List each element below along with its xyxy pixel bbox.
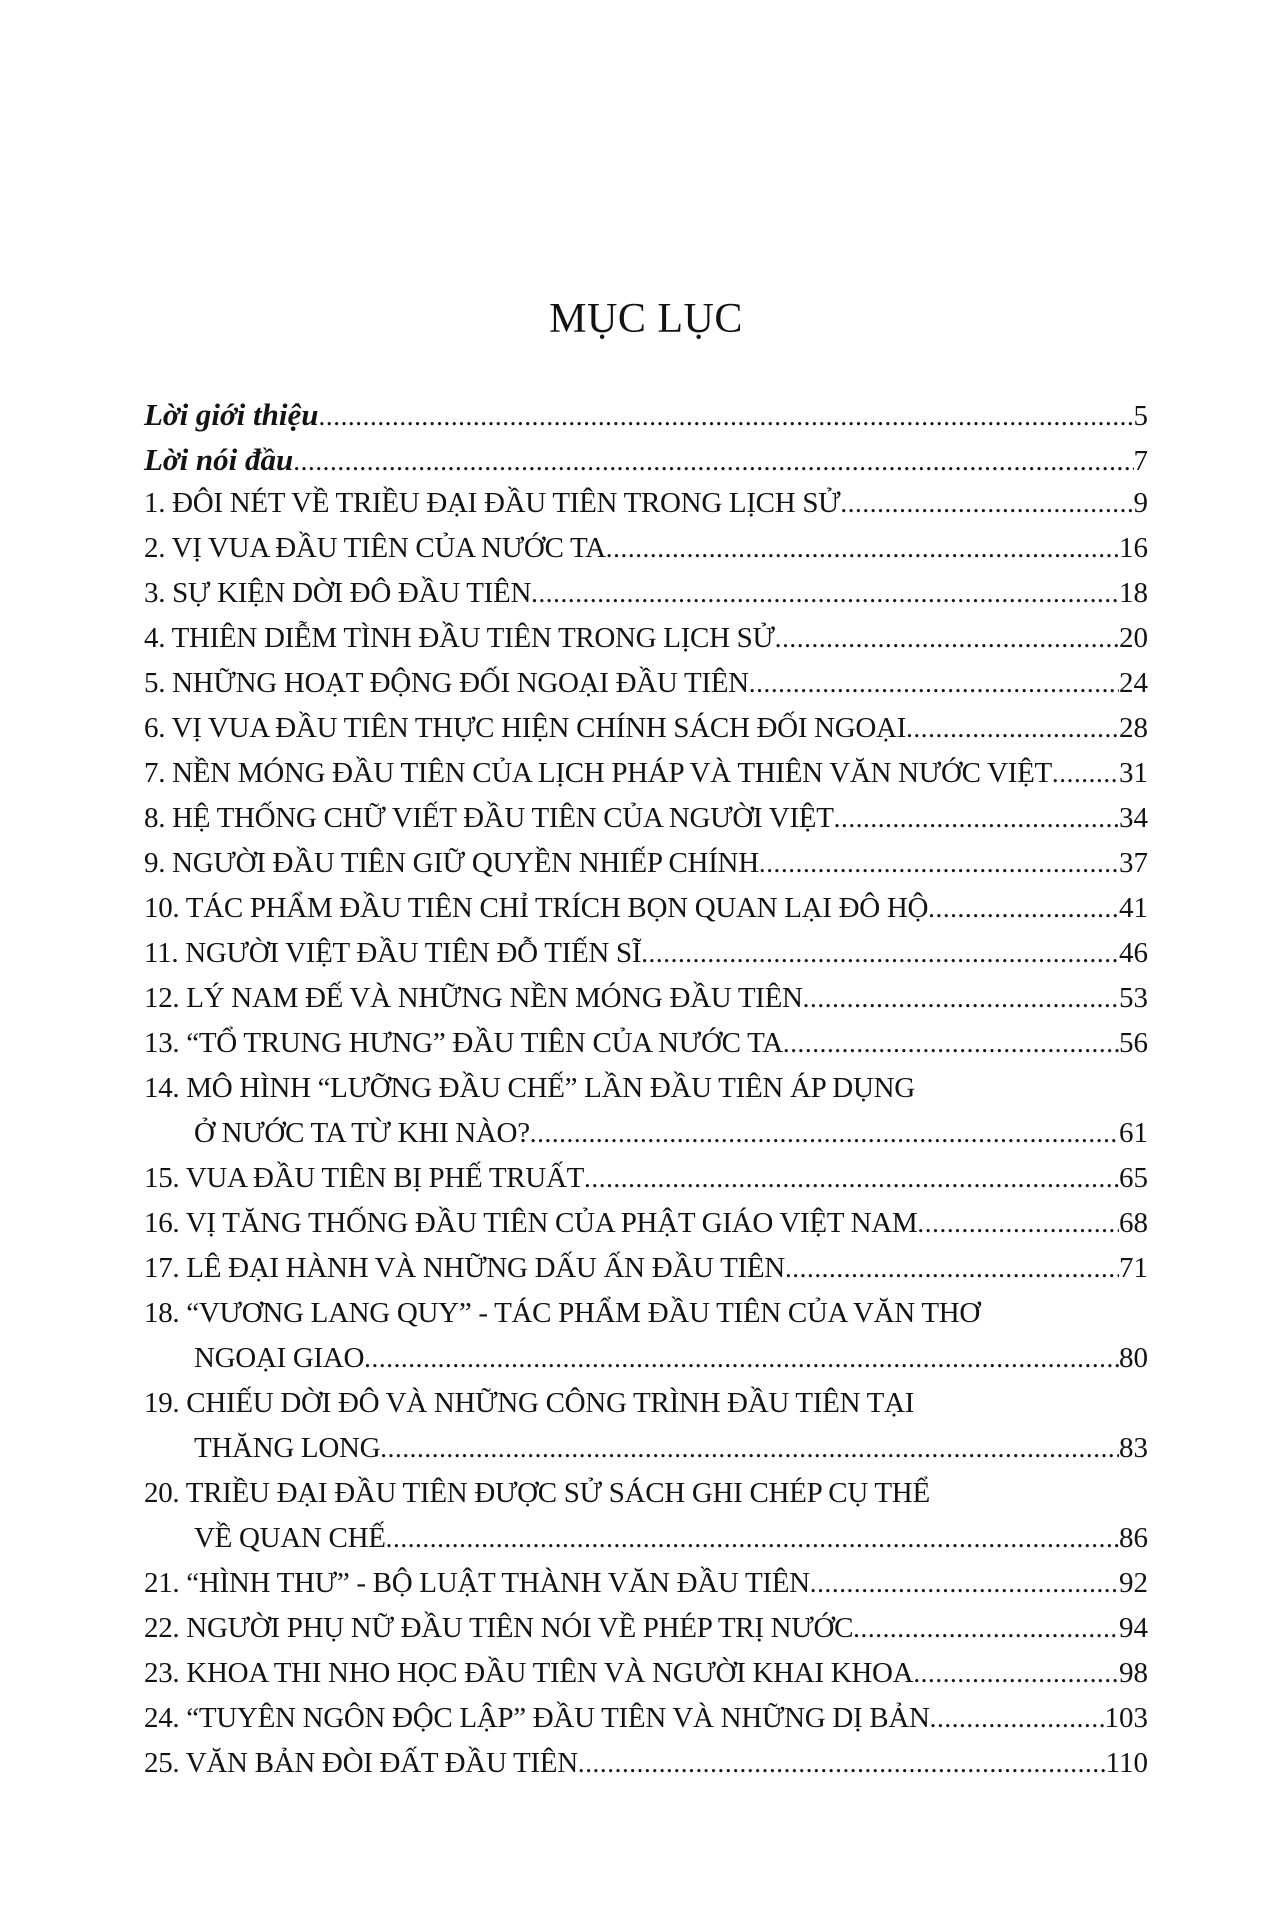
toc-row [144, 1162, 1148, 1207]
toc-row [144, 1567, 1148, 1612]
page-number: 56 [1119, 1027, 1148, 1059]
toc-front-matter-row [144, 442, 1148, 487]
page-number: 68 [1119, 1207, 1148, 1239]
page-number: 18 [1119, 577, 1148, 609]
toc-row [144, 1297, 1148, 1342]
toc-row [144, 622, 1148, 667]
page-number: 5 [1133, 400, 1148, 432]
toc-entry-label: 20. TRIỀU ĐẠI ĐẦU TIÊN ĐƯỢC SỬ SÁCH GHI CHÉP CỤ THỂ [144, 1477, 930, 1509]
toc-entry-label: 9. NGƯỜI ĐẦU TIÊN GIỮ QUYỀN NHIẾP CHÍNH [144, 847, 759, 879]
page-number: 61 [1119, 1117, 1148, 1149]
dot-leader [380, 1432, 1119, 1465]
toc-row [144, 982, 1148, 1027]
dot-leader [606, 532, 1119, 565]
toc-row [144, 1477, 1148, 1522]
toc-row [144, 712, 1148, 757]
page-number: 7 [1133, 445, 1148, 477]
page-number: 24 [1119, 667, 1148, 699]
toc-entry-label: 14. MÔ HÌNH “LƯỠNG ĐẦU CHẾ” LẦN ĐẦU TIÊN ÁP DỤNG [144, 1072, 915, 1104]
page-number: 53 [1119, 982, 1148, 1014]
page-number: 65 [1119, 1162, 1148, 1194]
toc-row [144, 577, 1148, 622]
dot-leader [1052, 757, 1119, 790]
dot-leader [319, 400, 1134, 433]
dot-leader [834, 802, 1119, 835]
toc-row [144, 1387, 1148, 1432]
dot-leader [364, 1342, 1119, 1375]
toc-entry-label: 4. THIÊN DIỄM TÌNH ĐẦU TIÊN TRONG LỊCH SỬ [144, 622, 775, 654]
toc-entry-label: 8. HỆ THỐNG CHỮ VIẾT ĐẦU TIÊN CỦA NGƯỜI VIỆT [144, 802, 834, 834]
page-number: 20 [1119, 622, 1148, 654]
toc-entry-label: 18. “VƯƠNG LANG QUY” - TÁC PHẨM ĐẦU TIÊN CỦA VĂN THƠ [144, 1297, 981, 1329]
toc-row [144, 532, 1148, 577]
dot-leader [749, 667, 1119, 700]
page-number: 94 [1119, 1612, 1148, 1644]
toc-row [144, 1072, 1148, 1117]
dot-leader [810, 1567, 1119, 1600]
page-title: MỤC LỤC [549, 296, 743, 342]
toc-entry-label: 2. VỊ VUA ĐẦU TIÊN CỦA NƯỚC TA [144, 532, 606, 564]
toc-row [144, 667, 1148, 712]
toc-row [144, 487, 1148, 532]
page-number: 103 [1104, 1702, 1148, 1734]
page-number: 86 [1119, 1522, 1148, 1554]
toc-row-continuation [144, 1342, 1148, 1387]
dot-leader [930, 1702, 1105, 1735]
toc-list [144, 397, 1148, 1792]
toc-entry-label: 23. KHOA THI NHO HỌC ĐẦU TIÊN VÀ NGƯỜI KHAI KHOA [144, 1657, 914, 1689]
toc-row [144, 1252, 1148, 1297]
toc-entry-label: 7. NỀN MÓNG ĐẦU TIÊN CỦA LỊCH PHÁP VÀ THIÊN VĂN NƯỚC VIỆT [144, 757, 1052, 789]
toc-row [144, 937, 1148, 982]
dot-leader [783, 1027, 1119, 1060]
toc-entry-continuation-label: THĂNG LONG [194, 1432, 381, 1464]
toc-entry-label: 15. VUA ĐẦU TIÊN BỊ PHẾ TRUẤT [144, 1162, 585, 1194]
dot-leader [578, 1747, 1106, 1780]
toc-row [144, 1612, 1148, 1657]
toc-entry-label: 19. CHIẾU DỜI ĐÔ VÀ NHỮNG CÔNG TRÌNH ĐẦU TIÊN TẠI [144, 1387, 915, 1419]
toc-entry-label: 21. “HÌNH THƯ” - BỘ LUẬT THÀNH VĂN ĐẦU TIÊN [144, 1567, 810, 1599]
dot-leader [584, 1162, 1119, 1195]
toc-entry-label: 3. SỰ KIỆN DỜI ĐÔ ĐẦU TIÊN [144, 577, 532, 609]
toc-row [144, 1747, 1148, 1792]
toc-row [144, 892, 1148, 937]
dot-leader [775, 622, 1119, 655]
page-number: 41 [1119, 892, 1148, 924]
toc-entry-label: 10. TÁC PHẨM ĐẦU TIÊN CHỈ TRÍCH BỌN QUAN LẠI ĐÔ HỘ [144, 892, 929, 924]
toc-row [144, 847, 1148, 892]
page-number: 9 [1133, 487, 1148, 519]
toc-row [144, 1657, 1148, 1702]
toc-entry-label: 16. VỊ TĂNG THỐNG ĐẦU TIÊN CỦA PHẬT GIÁO VIỆT NAM [144, 1207, 918, 1239]
toc-entry-label: 6. VỊ VUA ĐẦU TIÊN THỰC HIỆN CHÍNH SÁCH ĐỐI NGOẠI [144, 712, 907, 744]
dot-leader [641, 937, 1119, 970]
page-number: 71 [1119, 1252, 1148, 1284]
toc-row [144, 757, 1148, 802]
page-number: 46 [1119, 937, 1148, 969]
dot-leader [840, 487, 1133, 520]
toc-entry-label: 24. “TUYÊN NGÔN ĐỘC LẬP” ĐẦU TIÊN VÀ NHỮNG DỊ BẢN [144, 1702, 930, 1734]
toc-row [144, 802, 1148, 847]
toc-entry-label: 12. LÝ NAM ĐẾ VÀ NHỮNG NỀN MÓNG ĐẦU TIÊN [144, 982, 803, 1014]
toc-entry-label: 25. VĂN BẢN ĐÒI ĐẤT ĐẦU TIÊN [144, 1747, 578, 1779]
toc-entry-label: 17. LÊ ĐẠI HÀNH VÀ NHỮNG DẤU ẤN ĐẦU TIÊN [144, 1252, 785, 1284]
page-number: 110 [1105, 1747, 1148, 1779]
toc-row [144, 1702, 1148, 1747]
toc-entry-label: 5. NHỮNG HOẠT ĐỘNG ĐỐI NGOẠI ĐẦU TIÊN [144, 667, 749, 699]
toc-row-continuation [144, 1117, 1148, 1162]
toc-entry-label: 11. NGƯỜI VIỆT ĐẦU TIÊN ĐỖ TIẾN SĨ [144, 937, 642, 969]
dot-leader [293, 445, 1133, 478]
page-number: 28 [1119, 712, 1148, 744]
toc-row-continuation [144, 1522, 1148, 1567]
dot-leader [530, 1117, 1119, 1150]
toc-entry-label: 22. NGƯỜI PHỤ NỮ ĐẦU TIÊN NÓI VỀ PHÉP TRỊ NƯỚC [144, 1612, 854, 1644]
page-number: 37 [1119, 847, 1148, 879]
page-number: 83 [1119, 1432, 1148, 1464]
dot-leader [913, 1657, 1119, 1690]
toc-front-matter-row [144, 397, 1148, 442]
toc-entry-continuation-label: Ở NƯỚC TA TỪ KHI NÀO? [194, 1117, 530, 1149]
dot-leader [531, 577, 1119, 610]
toc-row [144, 1207, 1148, 1252]
page-number: 98 [1119, 1657, 1148, 1689]
toc-entry-label: Lời giới thiệu [144, 397, 319, 432]
toc-row-continuation [144, 1432, 1148, 1477]
dot-leader [803, 982, 1119, 1015]
page-number: 31 [1119, 757, 1148, 789]
dot-leader [759, 847, 1119, 880]
dot-leader [386, 1522, 1119, 1555]
toc-entry-continuation-label: NGOẠI GIAO [194, 1342, 365, 1374]
dot-leader [917, 1207, 1119, 1240]
toc-row [144, 1027, 1148, 1072]
dot-leader [906, 712, 1119, 745]
page-number: 80 [1119, 1342, 1148, 1374]
page-number: 92 [1119, 1567, 1148, 1599]
page-number: 16 [1119, 532, 1148, 564]
dot-leader [928, 892, 1119, 925]
dot-leader [853, 1612, 1119, 1645]
toc-entry-label: Lời nói đầu [144, 442, 294, 477]
dot-leader [785, 1252, 1119, 1285]
toc-entry-label: 1. ĐÔI NÉT VỀ TRIỀU ĐẠI ĐẦU TIÊN TRONG LỊCH SỬ [144, 487, 841, 519]
toc-entry-label: 13. “TỔ TRUNG HƯNG” ĐẦU TIÊN CỦA NƯỚC TA [144, 1027, 783, 1059]
page-number: 34 [1119, 802, 1148, 834]
toc-entry-continuation-label: VỀ QUAN CHẾ [194, 1522, 386, 1554]
